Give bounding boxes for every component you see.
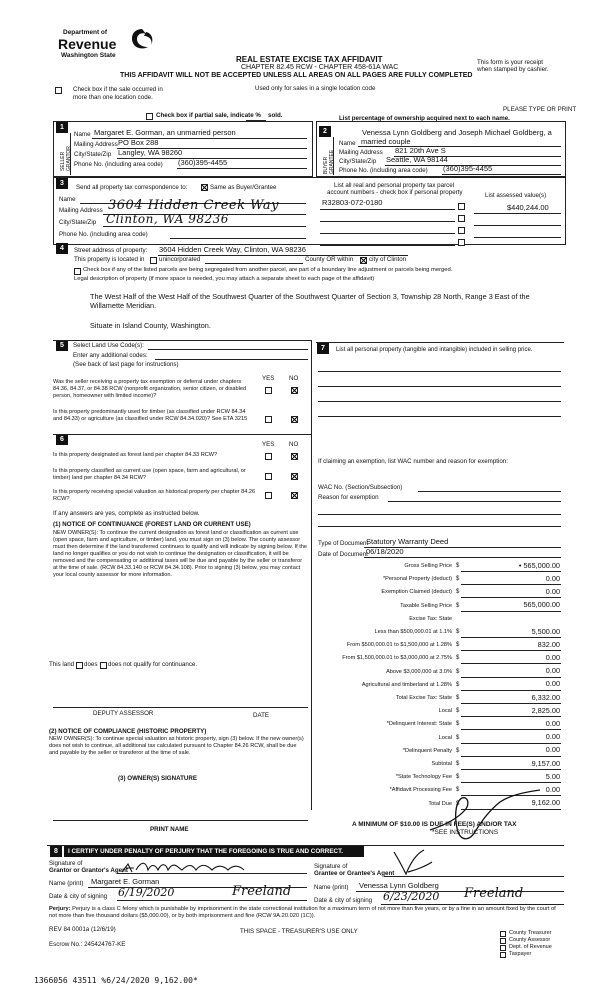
- seller-side-label: SELLER GRANTOR: [60, 146, 72, 171]
- tax-row-value: 0.00: [545, 573, 560, 583]
- print-name-label: PRINT NAME: [150, 826, 189, 833]
- seller-phone: (360)395-4455: [178, 158, 228, 167]
- tax-calculation-table: [316, 562, 564, 817]
- buyer-mailing-label: Mailing Address: [339, 149, 383, 156]
- notice-continuance-title: (1) NOTICE OF CONTINUANCE (FOREST LAND OR CURRENT USE): [53, 521, 251, 528]
- sec5-question-2: Is this property predominantly used for timber (as classified under RCW 84.34 and 84.33) or agriculture (as classified under RCW 84.34.020)? See ETA 3215: [53, 409, 248, 422]
- distribution-list: [500, 930, 570, 970]
- city-of: city of Clinton: [369, 256, 407, 263]
- doc-type-label: Type of Document: [318, 540, 369, 547]
- tax-row-line: [461, 597, 561, 598]
- tax-row-dollar: $: [456, 774, 460, 781]
- buyer-mailing: 821 20th Ave S: [395, 146, 446, 155]
- grantee-city: Freeland: [464, 886, 524, 901]
- section-3-number: 3: [56, 178, 68, 189]
- sec3-phone-line: [170, 238, 306, 239]
- tax-row-dollar: $: [456, 734, 460, 741]
- tax-row-dollar: $: [456, 787, 460, 794]
- see-instructions: *SEE INSTRUCTIONS: [432, 829, 499, 836]
- tax-row-line: [461, 756, 561, 757]
- exemption-extra-line-2: [318, 526, 561, 527]
- tax-row-dollar: $: [456, 708, 460, 715]
- certify-statement: I CERTIFY UNDER PENALTY OF PERJURY THAT THE FOREGOING IS TRUE AND CORRECT.: [68, 848, 343, 855]
- sec5-q1-yes[interactable]: [265, 387, 272, 394]
- dor-logo: [55, 27, 155, 65]
- exemption-label: If claiming an exemption, list WAC number and reason for exemption:: [318, 458, 508, 465]
- personal-property-checkbox-1[interactable]: [458, 203, 465, 210]
- legal-desc-3: Situate in Island County, Washington.: [90, 321, 211, 330]
- segregated-label: Check box if any of the listed parcels are being segregated from another parcel, are part of a boundary line adjustment or parcels being merged.: [83, 267, 453, 273]
- unincorporated-label: unincorporated: [159, 256, 201, 263]
- grantor-city: Freeland: [232, 884, 292, 899]
- tax-row-line: [461, 611, 561, 612]
- form-revision: REV 84 0001a (12/6/19): [49, 926, 116, 933]
- tax-row-label: From $500,000.01 to $1,500,000 at 1.28%: [346, 642, 452, 649]
- tax-row-value: 5,500.00: [531, 626, 560, 636]
- notice-continuance-body: NEW OWNER(S): To continue the current designation as forest land or classification as current use (open space, farm and agriculture, or timber) land, you must sign on (3) below. The county assessor must then determine if the land transferred continues to qualify and will indicate by signing below. If the land no longer qualifies or you do not wish to continue the designation or classification, it will be removed and the compensating or additional taxes will be due and payable by the seller or transferor at the time of sale. (RCW 84.33.140 or RCW 84.34.108). Prior to signing (3) below, you may contact your local county assessor for more information.: [53, 530, 308, 578]
- buyer-name: Venessa Lynn Goldberg and Joseph Michael Goldberg, a: [362, 128, 552, 137]
- sec3-handwritten-address: 3604 Hidden Creek Way: [108, 198, 279, 213]
- sec6-question-1: Is this property designated as forest land per chapter 84.33 RCW?: [53, 452, 218, 458]
- tax-row-dollar: $: [456, 642, 460, 649]
- wac-number-label: WAC No. (Section/Subsection): [318, 484, 403, 491]
- sec6-q1-no[interactable]: [291, 453, 298, 460]
- parcel-header-2: account numbers - check box if personal property: [327, 189, 463, 196]
- tax-row-value: 0.00: [545, 652, 560, 662]
- tax-row-value: 832.00: [537, 639, 560, 649]
- tax-row-value: 5.00: [545, 771, 560, 781]
- county-line: [205, 263, 303, 264]
- distribution-label: County Treasurer: [509, 930, 552, 936]
- sec5-q2-yes[interactable]: [265, 416, 272, 423]
- multiple-location-checkbox[interactable]: [55, 87, 62, 94]
- exemption-reason-label: Reason for exemption: [318, 494, 379, 501]
- sec6-no-header: NO: [289, 441, 299, 448]
- tax-row-label: *State Technology Fee: [395, 774, 452, 781]
- section-7-number: 7: [317, 343, 329, 354]
- distribution-label: Dept. of Revenue: [509, 944, 552, 950]
- see-back-note: (See back of last page for instructions): [73, 361, 179, 368]
- logo-sub: Washington State: [61, 52, 116, 59]
- single-location-note: Used only for sales in a single location code: [255, 85, 376, 92]
- sec3-name-label: Name: [59, 196, 76, 203]
- buyer-side-label: BUYER GRANTEE: [323, 149, 335, 174]
- parcel-header-1: List all real and personal property tax parcel: [334, 182, 455, 189]
- qualify-suffix: does not qualify for continuance.: [108, 661, 198, 668]
- tax-row-dollar: $: [456, 602, 460, 609]
- land-use-line: [148, 349, 308, 350]
- tax-row-dollar: $: [456, 761, 460, 767]
- grantee-signature: [386, 846, 476, 878]
- tax-row-line: [461, 650, 561, 651]
- sec6-q3-no[interactable]: [291, 492, 298, 499]
- buyer-name-2: married couple: [361, 137, 411, 146]
- grantor-signature: [118, 858, 268, 878]
- section-4-number: 4: [56, 243, 68, 254]
- tax-row-line: [461, 663, 561, 664]
- grantor-date-line: [117, 900, 307, 901]
- deputy-assessor-label: DEPUTY ASSESSOR: [93, 710, 154, 717]
- section-5-number: 5: [56, 340, 68, 351]
- parcel-line-1: [320, 209, 455, 210]
- tax-row-label: Subtotal: [431, 761, 452, 767]
- deputy-date-label: DATE: [253, 712, 270, 719]
- qualify-does: does: [84, 661, 98, 668]
- buyer-phone: (360)395-4455: [443, 164, 493, 173]
- if-yes-note: If any answers are yes, complete as instructed below.: [53, 510, 200, 517]
- tax-row-dollar: $: [456, 721, 460, 728]
- notice-compliance-body: NEW OWNER(S): To continue special valuation as historic property, sign (3) below. If the new owner(s) does not wish to continue, all additional tax calculated pursuant to Chapter 84.26 RCW, shall be due and payable by the seller or transferor at the time of sale.: [49, 736, 304, 756]
- grantee-date: 6/23/2020: [383, 890, 440, 903]
- tax-row-dollar: $: [456, 668, 460, 675]
- distribution-checkbox[interactable]: [500, 952, 506, 958]
- sec7-top-line: [316, 342, 564, 343]
- tax-row-value: 0.00: [545, 718, 560, 728]
- sec5-top-line: [53, 340, 311, 341]
- qualify-does-not-checkbox[interactable]: [100, 662, 107, 669]
- section-1-number: 1: [56, 122, 68, 133]
- deputy-line: [53, 707, 308, 708]
- personal-property-checkbox-2[interactable]: [458, 215, 465, 222]
- personal-property-checkbox-4[interactable]: [458, 239, 465, 246]
- distribution-label: Taxpayer: [509, 951, 532, 957]
- sec6-q2-yes[interactable]: [265, 473, 272, 480]
- street-label: Street address of property:: [74, 247, 148, 254]
- tax-row-label: Local: [438, 734, 452, 741]
- doc-type: Statutory Warranty Deed: [366, 537, 449, 546]
- buyer-name-label: Name: [339, 140, 356, 147]
- city-checkbox[interactable]: [360, 257, 367, 264]
- tax-row-label: Total Excise Tax: State: [395, 695, 452, 701]
- tax-row-value: 0.00: [545, 784, 560, 794]
- tax-row-value: 9,162.00: [531, 798, 560, 808]
- buyer-name-line: [358, 146, 561, 147]
- logo-main: Revenue: [58, 36, 117, 52]
- tax-row-dollar: $: [456, 655, 460, 662]
- partial-sale-sold: sold.: [268, 112, 283, 119]
- seller-name-label: Name: [74, 131, 91, 138]
- sec5-question-1: Was the seller receiving a property tax exemption or deferral under chapters 84.36, 84.37, or 84.38 RCW (nonprofit organization, senior citizen, or disabled person, homeowner with limited income)?: [53, 379, 247, 399]
- tax-row-label: *Personal Property (deduct): [382, 576, 452, 583]
- personal-property-label: List all personal property (tangible and intangible) included in selling price.: [336, 347, 533, 353]
- logo-swirl-icon: [129, 27, 155, 51]
- form-chapter: CHAPTER 82.45 RCW - CHAPTER 458-61A WAC: [241, 64, 399, 71]
- distribution-checkbox[interactable]: [500, 931, 506, 937]
- minimum-fee-note: A MINIMUM OF $10.00 IS DUE IN FEE(S) AND/OR TAX: [352, 821, 517, 828]
- receipt-note-2: when stamped by cashier.: [477, 66, 549, 73]
- personal-property-line-1: [318, 371, 561, 372]
- partial-sale-label: Check box if partial sale, indicate %: [156, 112, 261, 119]
- seller-mailing-label: Mailing Address: [74, 141, 118, 148]
- sec5-no-header: NO: [289, 375, 299, 382]
- located-label: This property is located in: [74, 256, 145, 263]
- personal-property-checkbox-3[interactable]: [458, 227, 465, 234]
- grantee-name-label: Name (print): [314, 884, 349, 891]
- perjury-label: Perjury:: [49, 906, 71, 912]
- sec6-top-line: [53, 434, 311, 435]
- tax-row-label: Above $3,000,000 at 3.0%: [386, 668, 452, 675]
- sec6-q3-yes[interactable]: [265, 492, 272, 499]
- tax-row-line: [461, 769, 561, 770]
- parcel-line-2: [320, 221, 455, 222]
- tax-row-value: 0.00: [545, 732, 560, 742]
- treasurer-use: THIS SPACE - TREASURER'S USE ONLY: [240, 928, 358, 935]
- tax-row-line: [461, 690, 561, 691]
- grantor-name: Margaret E. Gorman: [91, 877, 160, 886]
- tax-row-value: • 565,000.00: [518, 560, 560, 570]
- distribution-label: County Assessor: [509, 937, 551, 943]
- parcel-line-4: [320, 245, 455, 246]
- buyer-phone-line: [442, 174, 561, 175]
- notice-compliance-title: (2) NOTICE OF COMPLIANCE (HISTORIC PROPERTY): [49, 728, 207, 735]
- sec6-question-3: Is this property receiving special valuation as historical property per chapter 84.26 RCW?: [53, 489, 256, 502]
- tax-row-label: Taxable Selling Price: [400, 602, 452, 609]
- escrow-number: Escrow No.: 245424767-KE: [49, 941, 126, 948]
- tax-row-line: [461, 677, 561, 678]
- grantee-sig-label-1: Signature of: [314, 863, 348, 870]
- grantee-name: Venessa Lynn Goldberg: [359, 881, 439, 890]
- seller-city-label: City/State/Zip: [74, 151, 112, 158]
- tax-row-line: [461, 637, 561, 638]
- tax-row-label: From $1,500,000.01 to $3,000,000 at 2.75%: [342, 655, 452, 662]
- sec3-phone-label: Phone No. (including area code): [59, 231, 148, 238]
- sec6-yes-header: YES: [262, 441, 275, 448]
- legal-desc-label: Legal description of property (if more space is needed, you may attach a separate sheet to each page of the affidavit): [74, 276, 375, 282]
- receipt-note-1: This form is your receipt: [477, 59, 544, 66]
- buyer-phone-label: Phone No. (including area code): [339, 167, 428, 174]
- doc-date-label: Date of Document: [318, 551, 368, 558]
- tax-row-line: [461, 716, 561, 717]
- print-note: PLEASE TYPE OR PRINT: [503, 106, 577, 113]
- assessed-line-3: [474, 237, 561, 238]
- parcel-line-3: [320, 233, 455, 234]
- land-use-label: Select Land Use Code(s):: [73, 342, 144, 349]
- seller-name: Margaret E. Gorman, an unmarried person: [94, 128, 236, 137]
- sec3-mailing-label: Mailing Address: [59, 207, 103, 214]
- street-address: 3604 Hidden Creek Way, Clinton, WA 98236: [159, 245, 306, 254]
- tax-row-label: Total Due: [428, 800, 452, 807]
- sec3-city-label: City/State/Zip: [59, 219, 97, 226]
- tax-row-label: *Affidavit Processing Fee: [389, 787, 452, 794]
- distribution-checkbox[interactable]: [500, 938, 506, 944]
- tax-row-dollar: $: [456, 589, 460, 596]
- tax-row-line: [461, 703, 561, 704]
- grantor-date-label: Date & city of signing: [49, 893, 108, 900]
- tax-row-value: 0.00: [545, 679, 560, 689]
- unincorporated-checkbox[interactable]: [150, 257, 157, 264]
- tax-row-value: 0.00: [545, 666, 560, 676]
- tax-row-dollar: $: [456, 747, 460, 754]
- county-or-within: County OR within: [305, 256, 354, 263]
- tax-row-label: Local: [438, 708, 452, 715]
- send-correspondence-label: Send all property tax correspondence to:: [76, 184, 188, 191]
- same-as-buyer-checkbox[interactable]: [201, 184, 208, 191]
- tax-row-line: [461, 571, 561, 572]
- ownership-note: List percentage of ownership acquired next to each name.: [339, 115, 510, 122]
- multiple-location-label-1: Check box if the sale occurred in: [73, 86, 163, 93]
- qualify-does-checkbox[interactable]: [76, 662, 83, 669]
- tax-row-label: *Delinquent Penalty: [402, 747, 452, 754]
- grantee-date-line: [381, 904, 564, 905]
- assessed-line-2: [474, 225, 561, 226]
- sec3-handwritten-city: Clinton, WA 98236: [106, 212, 229, 226]
- form-title: REAL ESTATE EXCISE TAX AFFIDAVIT: [236, 55, 383, 64]
- tax-row-dollar: $: [456, 695, 460, 701]
- logo-top: Department of: [63, 29, 108, 36]
- tax-row-label: Exemption Claimed (deduct): [381, 589, 452, 596]
- multiple-location-label-2: more than one location code.: [73, 94, 153, 101]
- print-name-line: [53, 820, 308, 821]
- doc-date-line: [364, 557, 561, 558]
- handwritten-check-mark-icon: [410, 780, 570, 850]
- tax-row-label: Gross Selling Price: [404, 563, 452, 569]
- tax-row-dollar: $: [456, 563, 460, 569]
- grantor-name-label: Name (print): [49, 880, 84, 887]
- additional-codes-label: Enter any additional codes:: [73, 352, 148, 359]
- tax-row-line: [461, 584, 561, 585]
- tax-row-value: 0.00: [545, 586, 560, 596]
- perjury-statement: [49, 906, 564, 920]
- seller-city: Langley, WA 98260: [118, 148, 183, 157]
- tax-row-dollar: $: [456, 629, 460, 635]
- exemption-extra-line-1: [318, 514, 561, 515]
- grantee-date-label: Date & city of signing: [314, 897, 373, 904]
- center-divider: [311, 340, 312, 810]
- buyer-city-label: City/State/Zip: [339, 158, 377, 165]
- perjury-text: Perjury is a class C felony which is punishable by imprisonment in the state correctional institution for a maximum term of not more than five years, or by a fine in an amount fixed by the court of not more than five thousand dollars ($5,000.00), or by both imprisonment and fine (RCW 9A.20.020 (1C)).: [49, 906, 556, 920]
- legal-desc-1: The West Half of the West Half of the Southwest Quarter of the Southwest Quarter of Section 3, Township 28 North, Range 3 East of the: [90, 292, 530, 301]
- grantor-sig-label-2: Grantor or Grantor's Agent: [49, 867, 128, 874]
- owner-signature-label: (3) OWNER(S) SIGNATURE: [118, 775, 197, 782]
- tax-row-dollar: $: [456, 800, 460, 807]
- parcel-number: R32803-072-0180: [322, 198, 383, 207]
- same-as-buyer-label: Same as Buyer/Grantee: [210, 184, 277, 191]
- distribution-checkbox[interactable]: [500, 945, 506, 951]
- sec5-q2-no[interactable]: [291, 416, 298, 423]
- legal-desc-2: Willamette Meridian.: [90, 301, 157, 310]
- cashier-stamp: 1366056 43511 %6/24/2020 9,162.00*: [34, 976, 198, 985]
- doc-date: 06/18/2020: [366, 547, 404, 556]
- tax-row-label: Excise Tax: State: [409, 615, 452, 622]
- seller-phone-label: Phone No. (including area code): [74, 161, 163, 168]
- tax-row-label: Less than $500,000.01 at 1.1%: [374, 629, 452, 635]
- personal-property-line-3: [318, 401, 561, 402]
- partial-sale-checkbox[interactable]: [146, 113, 153, 120]
- seller-mailing: PO Box 288: [118, 138, 159, 147]
- form-warning: THIS AFFIDAVIT WILL NOT BE ACCEPTED UNLESS ALL AREAS ON ALL PAGES ARE FULLY COMPLETED: [120, 72, 473, 79]
- seller-phone-line: [177, 168, 307, 169]
- sec6-q1-yes[interactable]: [265, 453, 272, 460]
- grantor-date: 6/19/2020: [118, 886, 175, 899]
- tax-row-label: Agricultural and timberland at 1.28%: [361, 681, 452, 688]
- tax-row-value: 0.00: [545, 745, 560, 755]
- tax-row-value: 2,825.00: [531, 705, 560, 715]
- assessed-line-1: [474, 213, 561, 214]
- sec5-yes-header: YES: [262, 375, 275, 382]
- tax-row-label: *Delinquent Interest: State: [386, 721, 452, 728]
- section-2-number: 2: [319, 126, 331, 137]
- tax-row-dollar: $: [456, 681, 460, 688]
- additional-codes-line: [155, 359, 308, 360]
- assessed-header: List assessed value(s): [485, 192, 547, 199]
- tax-row-value: 6,332.00: [531, 692, 560, 702]
- personal-property-line-4: [318, 416, 561, 417]
- wac-number-line: [418, 491, 561, 492]
- tax-row-value: 565,000.00: [523, 600, 560, 610]
- tax-row-line: [461, 729, 561, 730]
- segregated-checkbox[interactable]: [74, 268, 81, 275]
- tax-row-dollar: $: [456, 576, 460, 583]
- personal-property-line-2: [318, 386, 561, 387]
- assessed-value: $440,244.00: [507, 203, 549, 212]
- sec5-q1-no[interactable]: [291, 387, 298, 394]
- grantee-sig-label-2: Grantee or Grantee's Agent: [314, 870, 395, 877]
- grantor-sig-label-1: Signature of: [49, 860, 83, 867]
- sec6-question-2: Is this property classified as current use (open space, farm and agricultural, or timber) land per chapter 84.34 RCW?: [53, 468, 246, 481]
- exemption-reason-line: [388, 501, 561, 502]
- sec6-q2-no[interactable]: [291, 473, 298, 480]
- qualify-prefix: This land: [49, 661, 75, 668]
- tax-row-line: [461, 743, 561, 744]
- tax-row-value: 9,157.00: [531, 758, 560, 768]
- buyer-city: Seattle, WA 98144: [386, 155, 448, 164]
- section-6-number: 6: [56, 434, 68, 445]
- section-8-number: 8: [50, 846, 62, 857]
